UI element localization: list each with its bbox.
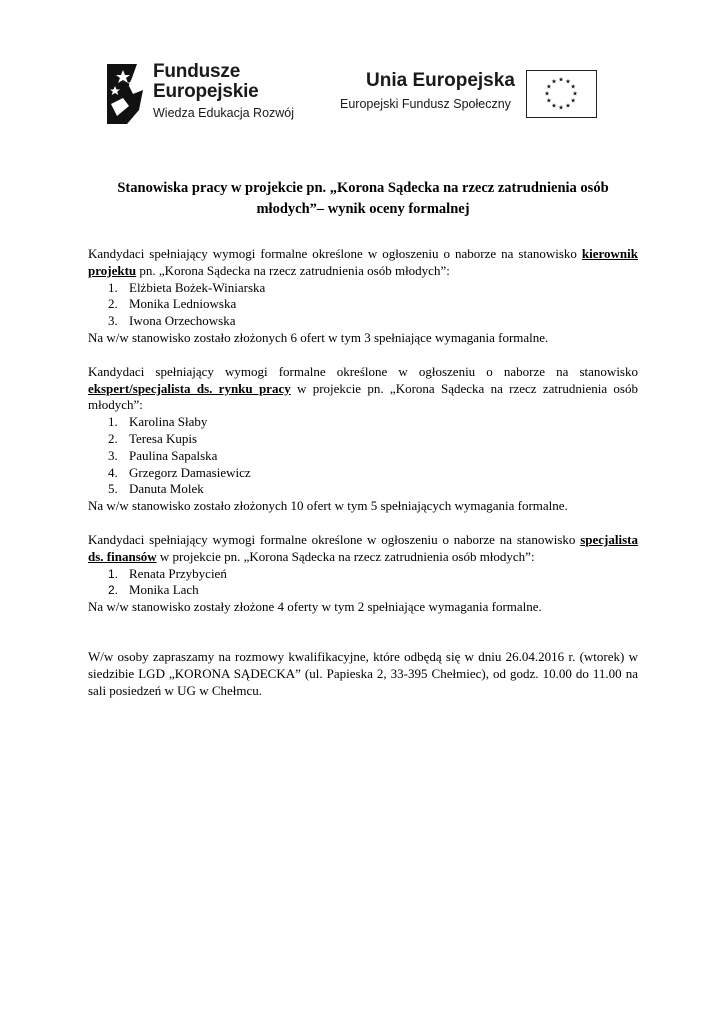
fundusze-europejskie-logo [103, 60, 303, 132]
section-kierownik [88, 246, 638, 347]
section-intro [88, 364, 638, 414]
eu-star-icon [545, 91, 550, 95]
eu-star-icon [573, 91, 578, 95]
candidate-list [88, 414, 638, 498]
ue-logo-subtitle: Europejski Fundusz Społeczny [340, 97, 511, 111]
candidate-list [88, 566, 638, 600]
section-summary: Na w/w stanowisko zostało złożonych 6 ofert w tym 3 spełniające wymagania formalne. [88, 329, 549, 345]
eu-star-icon [547, 84, 552, 88]
list-item: 4. Grzegorz Damasiewicz [108, 464, 251, 480]
position-name: kierownik projektu [88, 246, 638, 278]
candidate-name: Danuta Molek [129, 481, 204, 497]
candidate-name: Teresa Kupis [129, 430, 198, 446]
eu-star-icon [552, 103, 557, 107]
list-item: 5. Danuta Molek [108, 481, 204, 497]
ue-logo-title: Unia Europejska [366, 70, 515, 91]
list-item: 2. Monika Ledniowska [108, 296, 237, 312]
candidate-name: Elżbieta Bożek-Winiarska [129, 279, 266, 295]
position-name: ekspert/specjalista ds. rynku pracy [88, 380, 291, 396]
section-finanse [88, 532, 638, 616]
eu-star-icon [559, 105, 564, 109]
eu-star-icon [571, 98, 576, 102]
list-item: 1. Karolina Słaby [108, 414, 208, 430]
eu-star-icon [552, 79, 557, 83]
list-item: 2. Teresa Kupis [108, 430, 198, 446]
eu-star-icon [571, 84, 576, 88]
page-title: Stanowiska pracy w projekcie pn. „Korona Sądecka na rzecz zatrudnienia osób młodych”– wynik oceny formalnej [117, 180, 609, 217]
section-summary: Na w/w stanowisko zostały złożone 4 oferty w tym 2 spełniające wymagania formalne. [88, 599, 542, 615]
closing-paragraph: W/w osoby zapraszamy na rozmowy kwalifikacyjne, które odbędą się w dniu 26.04.2016 r. (wtorek) w siedzibie LGD „KORONA SĄDECKA” (ul. Papieska 2, 33-395 Chełmiec), od godz. 10.00 do 11.00 na sali posiedzeń w UG w Chełmcu. [88, 648, 638, 698]
document-body [88, 246, 638, 699]
fe-logo-line1: Fundusze [153, 61, 241, 82]
candidate-name: Monika Ledniowska [129, 296, 237, 312]
candidate-name: Paulina Sapalska [129, 447, 218, 463]
intro-text-cont: w projekcie pn. „Korona Sądecka na rzecz zatrudnienia osób młodych”: [88, 380, 638, 413]
intro-text: Kandydaci spełniający wymogi formalne określone w ogłoszeniu o naborze na stanowisko [88, 531, 581, 547]
candidate-name: Iwona Orzechowska [129, 313, 236, 329]
section-intro [88, 532, 638, 566]
fe-logo-line2: Europejskie [153, 81, 259, 102]
section-ekspert [88, 364, 638, 515]
intro-text: Kandydaci spełniający wymogi formalne określone w ogłoszeniu o naborze na stanowisko [88, 246, 582, 261]
eu-star-icon [559, 77, 564, 81]
candidate-name: Renata Przybycień [129, 565, 227, 581]
section-intro [88, 246, 638, 280]
intro-text: Kandydaci spełniający wymogi formalne określone w ogłoszeniu o naborze na stanowisko [88, 363, 638, 379]
candidate-name: Karolina Słaby [129, 414, 208, 430]
intro-text-cont: pn. „Korona Sądecka na rzecz zatrudnienia osób młodych”: [136, 262, 450, 278]
list-item: 1. Renata Przybycień [108, 565, 227, 581]
eu-star-icon [547, 98, 552, 102]
section-summary: Na w/w stanowisko zostało złożonych 10 ofert w tym 5 spełniających wymagania formalne. [88, 498, 568, 514]
candidate-name: Monika Lach [129, 582, 199, 598]
list-item: 3. Paulina Sapalska [108, 447, 218, 463]
fundusze-europejskie-emblem-icon [103, 60, 147, 128]
fe-logo-tagline: Wiedza Edukacja Rozwój [153, 106, 295, 120]
candidate-list [88, 280, 638, 330]
intro-text-cont: w projekcie pn. „Korona Sądecka na rzecz zatrudnienia osób młodych”: [156, 548, 535, 564]
candidate-name: Grzegorz Damasiewicz [129, 464, 251, 480]
position-name: specjalista ds. finansów [88, 531, 638, 564]
eu-flag-icon [526, 70, 597, 118]
list-item: 2. Monika Lach [108, 582, 199, 598]
list-item: 1. Elżbieta Bożek-Winiarska [108, 279, 266, 295]
eu-star-icon [566, 79, 571, 83]
unia-europejska-logo [340, 70, 515, 113]
eu-star-icon [566, 103, 571, 107]
list-item: 3. Iwona Orzechowska [108, 313, 236, 329]
